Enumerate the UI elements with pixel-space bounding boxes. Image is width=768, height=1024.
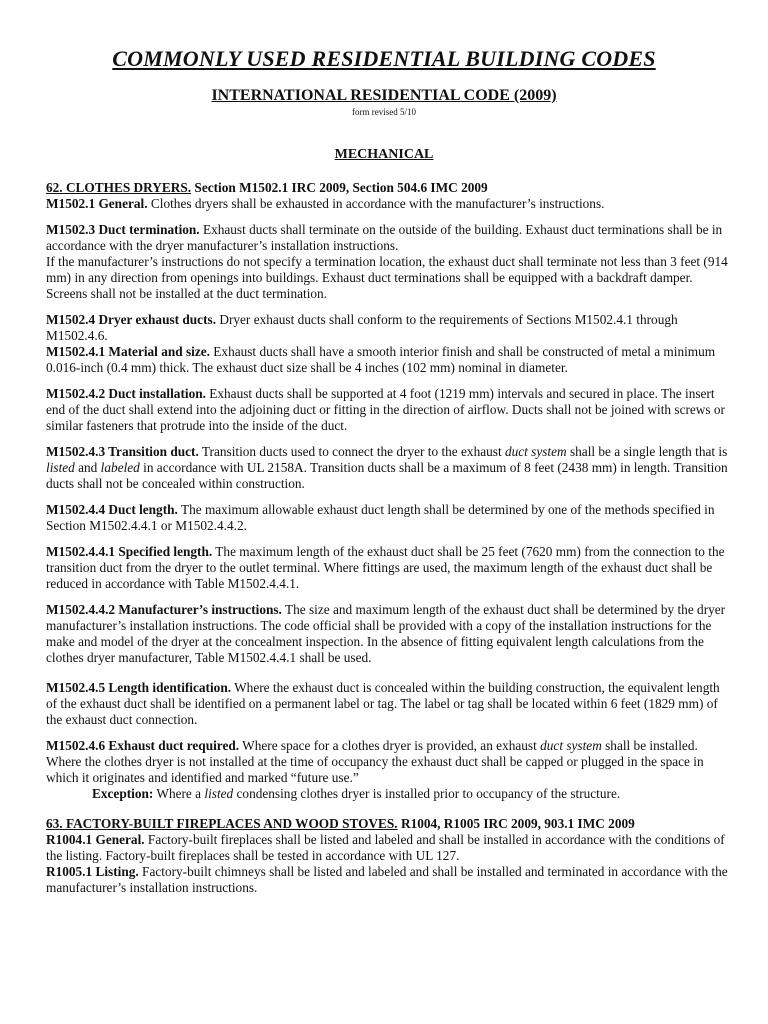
m1502-4-6-term-duct-system: duct system [540, 738, 602, 753]
m1502-4-5-paragraph [46, 680, 730, 728]
form-revision-note: form revised 5/10 [352, 107, 416, 117]
section-heading: MECHANICAL [334, 147, 434, 162]
item-63-heading [46, 816, 730, 832]
m1502-4-6-text-1: Where space for a clothes dryer is provided, an exhaust [239, 738, 541, 753]
item-62-title: 62. CLOTHES DRYERS. [46, 180, 192, 195]
m1502-3-paragraph [46, 222, 730, 254]
m1502-3-label: M1502.3 Duct termination. [46, 222, 200, 237]
code-subtitle: INTERNATIONAL RESIDENTIAL CODE (2009) [211, 87, 557, 104]
m1502-4-6-text-2: shall be installed. Where the clothes dryer is not installed at the time of occupancy the exhaust duct shall be capped or plugged in the space in which it originates and identified and marked “future use.” [46, 738, 704, 785]
m1502-4-1-text: Exhaust ducts shall have a smooth interior finish and shall be constructed of metal a minimum 0.016-inch (0.4 mm) thick. The exhaust duct size shall be 4 inches (102 mm) nominal in diameter. [46, 344, 716, 375]
m1502-4-3-text-3: and [74, 460, 101, 475]
exception-text-1: Where a [153, 786, 205, 801]
r1004-1-paragraph [46, 832, 730, 864]
m1502-1-text: Clothes dryers shall be exhausted in accordance with the manufacturer’s instructions. [147, 196, 605, 211]
m1502-1-paragraph [46, 196, 730, 212]
item-62-reference: Section M1502.1 IRC 2009, Section 504.6 IMC 2009 [191, 180, 488, 195]
item-62-heading [46, 180, 730, 196]
r1005-1-text: Factory-built chimneys shall be listed and labeled and shall be installed and terminated in accordance with the manufacturer’s installation instructions. [46, 864, 728, 895]
m1502-4-5-text: Where the exhaust duct is concealed within the building construction, the equivalent length of the exhaust duct shall be identified on a permanent label or tag. The label or tag shall be located within 6 feet (1829 mm) of the exhaust duct connection. [46, 680, 720, 727]
m1502-4-4-1-text: The maximum length of the exhaust duct shall be 25 feet (7620 mm) from the connection to the transition duct from the dryer to the outlet terminal. Where fittings are used, the maximum length of the exhaust duct shall be reduced in accordance with Table M1502.4.4.1. [46, 544, 725, 591]
m1502-4-4-label: M1502.4.4 Duct length. [46, 502, 178, 517]
exception-term-listed: listed [204, 786, 234, 801]
m1502-4-2-text: Exhaust ducts shall be supported at 4 foot (1219 mm) intervals and secured in place. The insert end of the duct shall extend into the adjoining duct or fitting in the direction of airflow. Ducts shall not be joined with screws or similar fasteners that protrude into the inside of the duct. [46, 386, 725, 433]
m1502-4-2-label: M1502.4.2 Duct installation. [46, 386, 206, 401]
document-body [46, 180, 730, 896]
m1502-4-3-paragraph [46, 444, 730, 492]
r1005-1-label: R1005.1 Listing. [46, 864, 139, 879]
r1005-1-paragraph [46, 864, 730, 896]
m1502-4-4-text: The maximum allowable exhaust duct length shall be determined by one of the methods specified in Section M1502.4.4.1 or M1502.4.4.2. [46, 502, 715, 533]
m1502-4-3-text-2: shall be a single length that is [566, 444, 728, 459]
m1502-4-4-2-label: M1502.4.4.2 Manufacturer’s instructions. [46, 602, 282, 617]
r1004-1-label: R1004.1 General. [46, 832, 145, 847]
m1502-3-paragraph-2: If the manufacturer’s instructions do not specify a termination location, the exhaust duct shall terminate not less than 3 feet (914 mm) in any direction from openings into buildings. Exhaust duct terminations shall be equipped with a backdraft damper. Screens shall not be installed at the duct termination. [46, 254, 728, 301]
m1502-4-1-label: M1502.4.1 Material and size. [46, 344, 210, 359]
m1502-4-4-1-label: M1502.4.4.1 Specified length. [46, 544, 213, 559]
r1004-1-text: Factory-built fireplaces shall be listed and labeled and shall be installed in accordance with the conditions of the listing. Factory-built fireplaces shall be tested in accordance with UL 127. [46, 832, 725, 863]
item-63-title: 63. FACTORY-BUILT FIREPLACES AND WOOD STOVES. [46, 816, 398, 831]
m1502-4-label: M1502.4 Dryer exhaust ducts. [46, 312, 217, 327]
m1502-4-3-label: M1502.4.3 Transition duct. [46, 444, 199, 459]
m1502-4-3-term-listed: listed [46, 460, 75, 475]
m1502-4-3-text-4: in accordance with UL 2158A. Transition ducts shall be a maximum of 8 feet (2438 mm) in length. Transition ducts shall not be concealed within construction. [46, 460, 728, 491]
document-title: COMMONLY USED RESIDENTIAL BUILDING CODES [112, 46, 656, 71]
m1502-4-6-exception [46, 786, 730, 802]
m1502-4-4-2-paragraph [46, 602, 730, 666]
exception-text-2: condensing clothes dryer is installed prior to occupancy of the structure. [233, 786, 621, 801]
m1502-4-3-term-labeled: labeled [100, 460, 140, 475]
m1502-4-2-paragraph [46, 386, 730, 434]
item-63-reference: R1004, R1005 IRC 2009, 903.1 IMC 2009 [397, 816, 635, 831]
m1502-4-6-label: M1502.4.6 Exhaust duct required. [46, 738, 240, 753]
m1502-4-5-label: M1502.4.5 Length identification. [46, 680, 232, 695]
m1502-4-3-term-duct-system: duct system [504, 444, 567, 459]
m1502-1-label: M1502.1 General. [46, 196, 148, 211]
m1502-4-4-1-paragraph [46, 544, 730, 592]
m1502-4-3-text-1: Transition ducts used to connect the dryer to the exhaust [198, 444, 505, 459]
m1502-4-1-paragraph [46, 344, 730, 376]
m1502-3-text: Exhaust ducts shall terminate on the outside of the building. Exhaust duct terminations shall be in accordance with the dryer manufacturer’s installation instructions. [46, 222, 723, 253]
exception-label: Exception: [92, 786, 154, 801]
m1502-4-4-paragraph [46, 502, 730, 534]
m1502-4-text: Dryer exhaust ducts shall conform to the requirements of Sections M1502.4.1 through M1502.4.6. [46, 312, 678, 343]
m1502-4-6-paragraph [46, 738, 730, 786]
m1502-4-4-2-text: The size and maximum length of the exhaust duct shall be determined by the dryer manufacturer’s installation instructions. The code official shall be provided with a copy of the installation instructions for the make and model of the dryer at the concealment inspection. In the absence of fitting equivalent length calculations from the clothes dryer manufacturer, Table M1502.4.4.1 shall be used. [46, 602, 726, 665]
m1502-4-paragraph [46, 312, 730, 344]
